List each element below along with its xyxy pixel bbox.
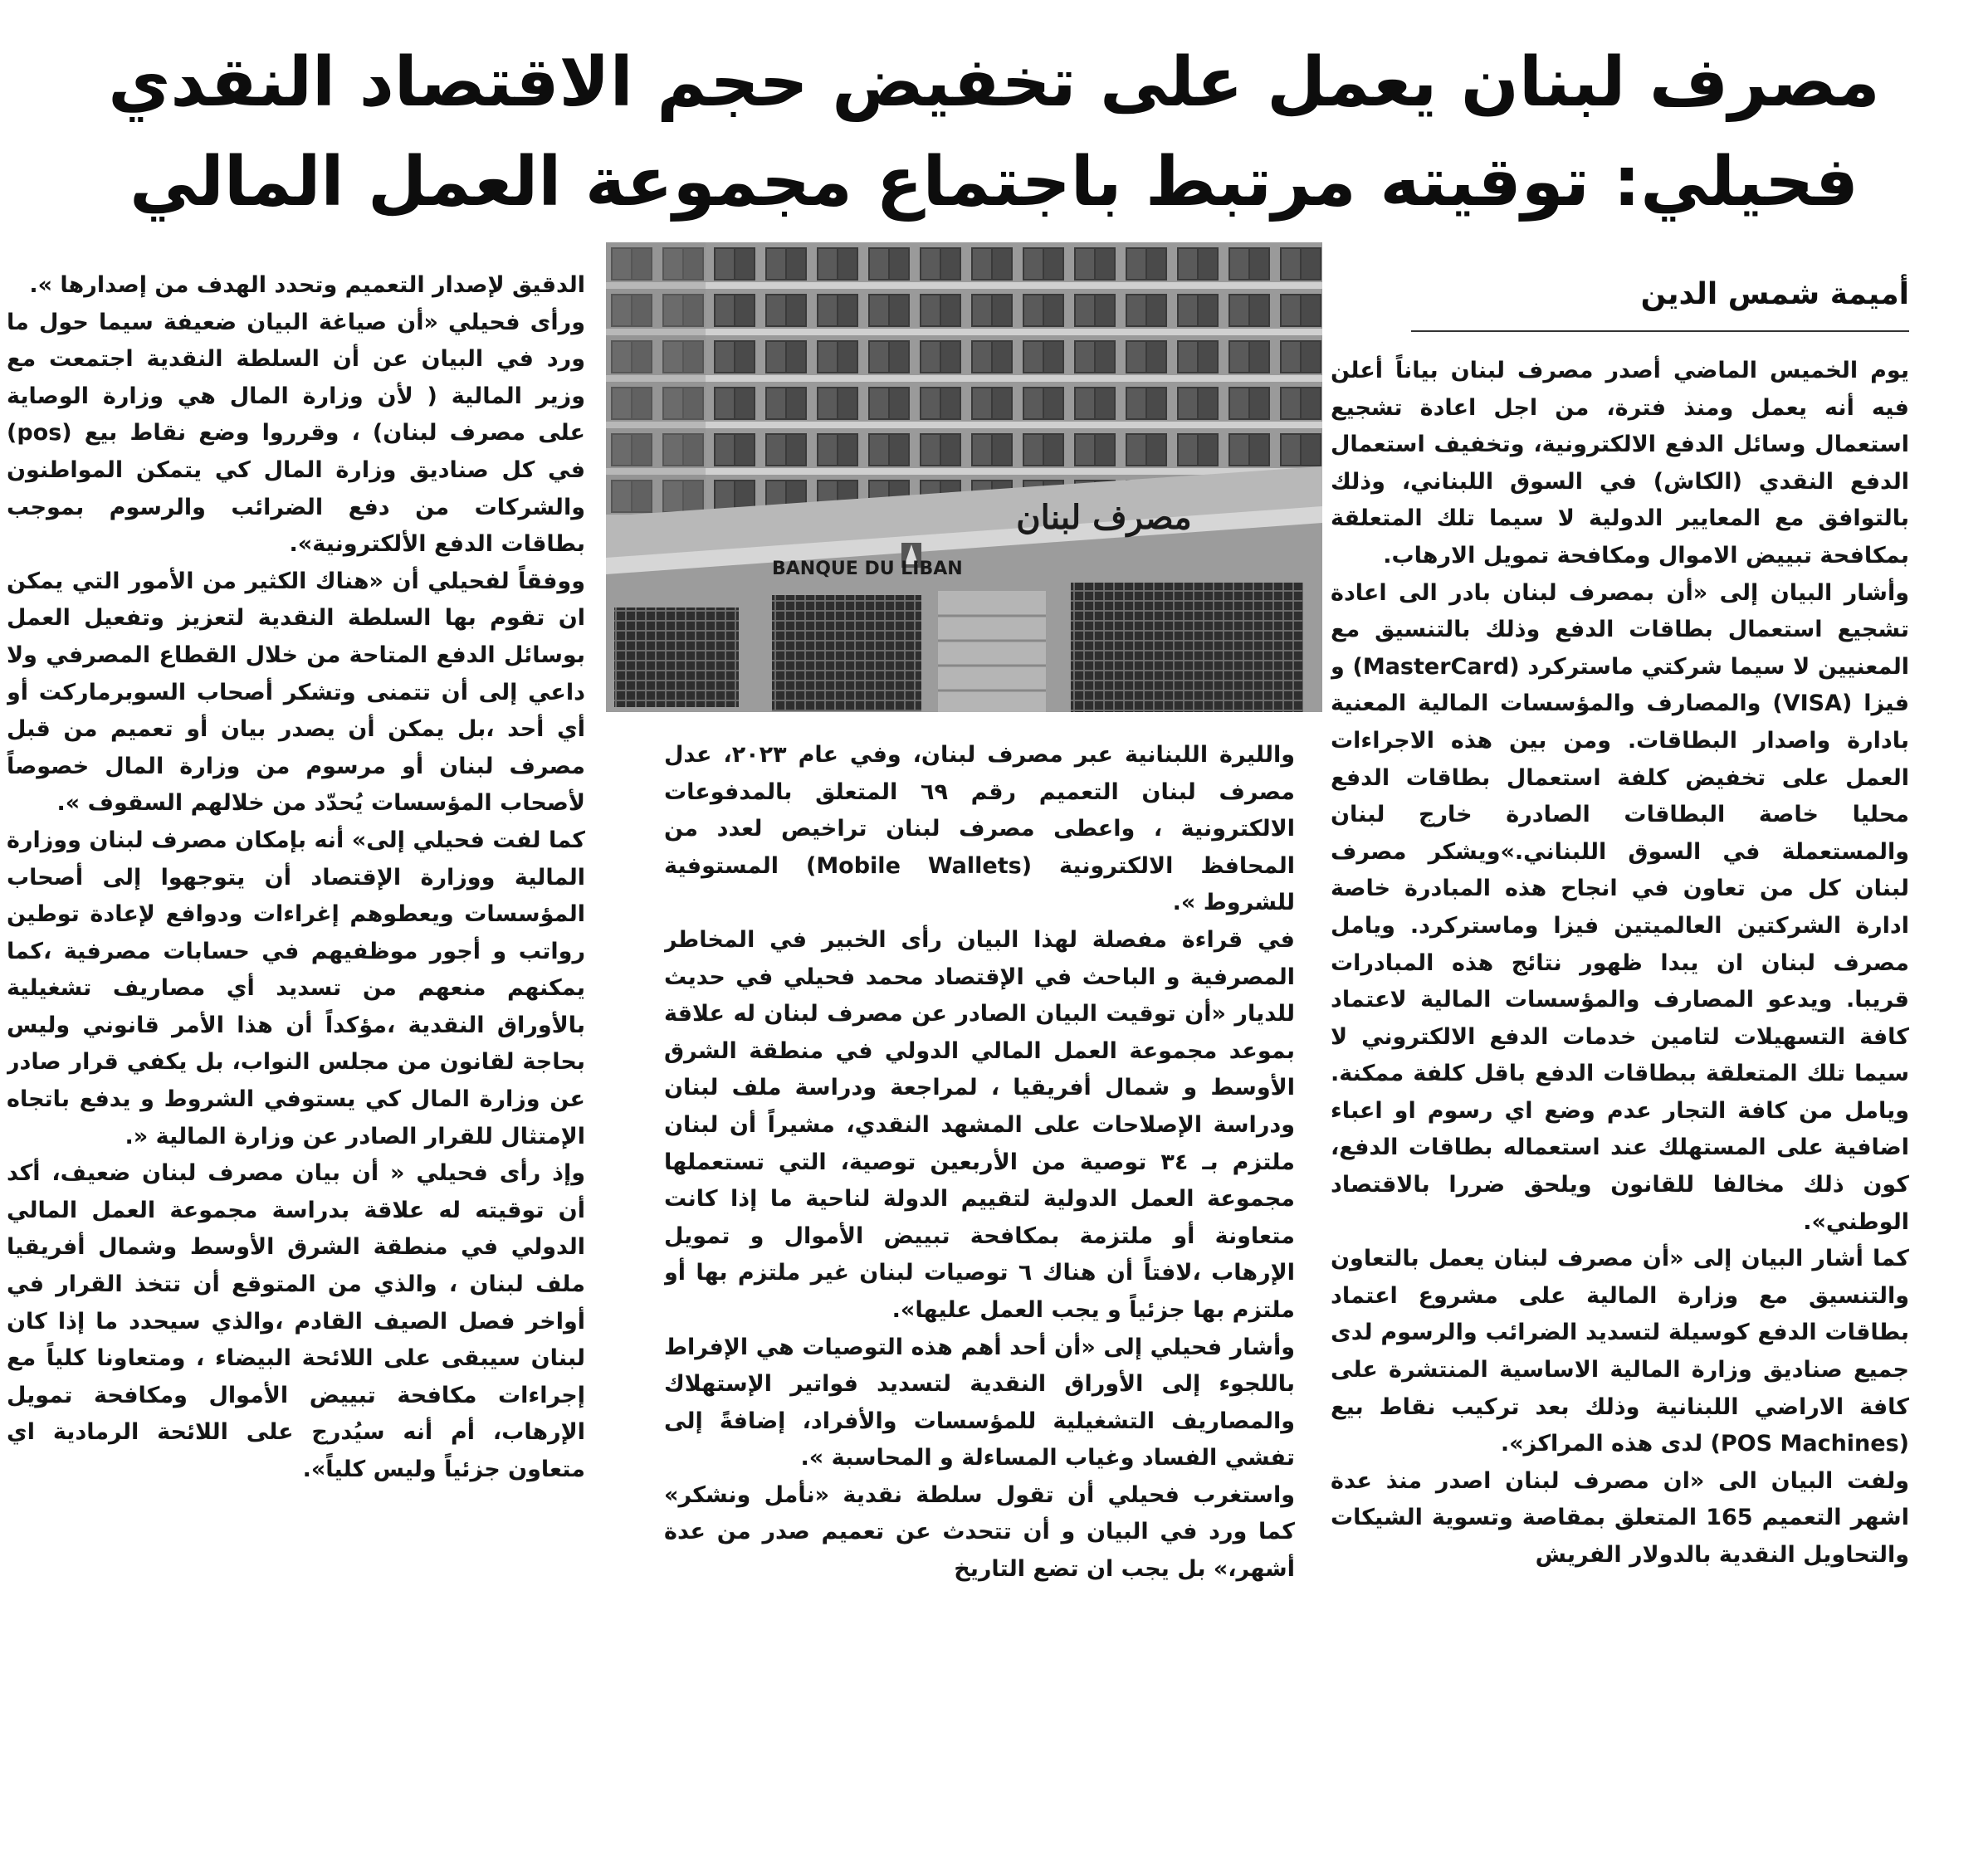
paragraph: واستغرب فحيلي أن تقول سلطة نقدية «نأمل ونشكر» كما ورد في البيان و أن تتحدث عن تعميم صدر من عدة أشهر،» بل يجب ان تضع التاريخ <box>664 1481 1295 1583</box>
bank-building-photo <box>606 242 1322 712</box>
article-column-right <box>1331 353 1909 1855</box>
sign-latin-text: BANQUE DU LIBAN <box>772 559 963 579</box>
headline-line-1: مصرف لبنان يعمل على تخفيض حجم الاقتصاد النقدي <box>108 43 1880 122</box>
headline-line-2: فحيلي: توقيته مرتبط باجتماع مجموعة العمل المالي <box>129 143 1859 222</box>
paragraph: الدقيق لإصدار التعميم وتحدد الهدف من إصدارها ». <box>29 272 585 298</box>
byline-divider <box>1411 330 1909 332</box>
paragraph: ولفت البيان الى «ان مصرف لبنان اصدر منذ عدة اشهر التعميم 165 المتعلق بمقاصة وتسوية الشيكات والتحاويل النقدية بالدولار الفريش <box>1331 1467 1909 1568</box>
paragraph: كما أشار البيان إلى «أن مصرف لبنان يعمل بالتعاون والتنسيق مع وزارة المالية على مشروع اعتماد بطاقات الدفع كوسيلة لتسديد الضرائب والرسوم لدى جميع صناديق وزارة المالية الاساسية المنتشرة على كافة الاراضي اللبنانية وذلك بعد تركيب نقاط بيع (POS Machines) لدى هذه المراكز». <box>1331 1246 1909 1457</box>
paragraph: والليرة اللبنانية عبر مصرف لبنان، وفي عام ٢٠٢٣، عدل مصرف لبنان التعميم رقم ٦٩ المتعلق بالمدفوعات الالكترونية ، واعطى مصرف لبنان تراخيص لعدد من المحافظ الالكترونية (Mobile Wallets) المستوفية للشروط ». <box>664 742 1295 916</box>
paragraph: يوم الخميس الماضي أصدر مصرف لبنان بياناً أعلن فيه أنه يعمل ومنذ فترة، من اجل اعادة تشجيع استعمال وسائل الدفع الالكترونية، وتخفيف استعمال الدفع النقدي (الكاش) في السوق اللبناني، وذلك بالتوافق مع المعايير الدولية لا سيما تلك المتعلقة بمكافحة تبييض الاموال ومكافحة تمويل الارهاب. <box>1331 358 1909 569</box>
paragraph: كما لفت فحيلي إلى» أنه بإمكان مصرف لبنان ووزارة المالية ووزارة الإقتصاد أن يتوجهوا إلى أصحاب المؤسسات ويعطوهم إغراءات ودوافع لإعادة توطين رواتب و أجور موظفيهم في حسابات مصرفية ،كما يمكنهم منعهم من تسديد أي مصاريف تشغيلية بالأوراق النقدية ،مؤكداً أن هذا الأمر قانوني وليس بحاجة لقانون من مجلس النواب، بل يكفي قرار صادر عن وزارة المال كي يستوفي الشروط و يدفع باتجاه الإمتثال للقرار الصادر عن وزارة المالية «. <box>7 827 585 1149</box>
author-byline: أميمة شمس الدين <box>1640 277 1909 311</box>
paragraph: وأشار البيان إلى «أن بمصرف لبنان بادر الى اعادة تشجيع استعمال بطاقات الدفع وذلك بالتنسيق مع المعنيين لا سيما شركتي ماستركرد (MasterCard) و فيزا (VISA) والمصارف والمؤسسات المالية المعنية بادارة واصدار البطاقات. ومن بين هذه الاجراءات العمل على تخفيض كلفة استعمال بطاقات الدفع محليا خاصة البطاقات الصادرة خارج لبنان والمستعملة في السوق اللبناني.»ويشكر مصرف لبنان كل من تعاون في انجاح هذه المبادرة خاصة ادارة الشركتين العالميتين فيزا وماستركرد. ويامل مصرف لبنان ان يبدا ظهور نتائج هذه المبادرات قريبا. ويدعو المصارف والمؤسسات المالية لاعتماد كافة التسهيلات لتامين خدمات الدفع الالكتروني لا سيما تلك المتعلقة ببطاقات الدفع باقل كلفة ممكنة. ويامل من كافة التجار عدم وضع اي رسوم او اعباء اضافية على المستهلك عند استعماله بطاقات الدفع، كون ذلك مخالفا للقانون ويلحق ضررا بالاقتصاد الوطني». <box>1331 579 1909 1235</box>
article-column-middle <box>664 737 1295 1855</box>
paragraph: ووفقاً لفحيلي أن «هناك الكثير من الأمور التي يمكن ان تقوم بها السلطة النقدية لتعزيز وتفعيل العمل بوسائل الدفع المتاحة من خلال القطاع المصرفي ولا داعي إلى أن تتمنى وتشكر أصحاب السوبرماركت أو أي أحد ،بل يمكن أن يصدر بيان أو تعميم من قبل مصرف لبنان أو مرسوم من وزارة المال خصوصاً لأصحاب المؤسسات يُحدّد من خلالهم السقوف ». <box>7 568 585 817</box>
paragraph: وإذ رأى فحيلي « أن بيان مصرف لبنان ضعيف، أكد أن توقيته له علاقة بدراسة مجموعة العمل المالي الدولي في منطقة الشرق الأوسط وشمال أفريقيا ملف لبنان ، والذي من المتوقع أن تتخذ القرار في أواخر فصل الصيف القادم ،والذي سيحدد ما إذا كان لبنان سيبقى على اللائحة البيضاء ، ومتعاونا كلياً مع إجراءات مكافحة تبييض الأموال ومكافحة تمويل الإرهاب، أم أنه سيُدرج على اللائحة الرمادية اي متعاون جزئياً وليس كلياً». <box>7 1160 585 1482</box>
sign-arabic-text: مصرف لبنان <box>1016 498 1192 537</box>
paragraph: ورأى فحيلي «أن صياغة البيان ضعيفة سيما حول ما ورد في البيان عن أن السلطة النقدية اجتمعت مع وزير المالية ( لأن وزارة المال هي وزارة الوصاية على مصرف لبنان) ، وقرروا وضع نقاط بيع (pos) في كل صناديق وزارة المال كي يتمكن المواطنون والشركات من دفع الضرائب والرسوم بموجب بطاقات الدفع الألكترونية». <box>7 309 585 558</box>
paragraph: وأشار فحيلي إلى «أن أحد أهم هذه التوصيات هي الإفراط باللجوء إلى الأوراق النقدية لتسديد فواتير الإستهلاك والمصاريف التشغيلية للمؤسسات والأفراد، إضافةً إلى تفشي الفساد وغياب المساءلة و المحاسبة ». <box>664 1334 1295 1471</box>
article-column-left <box>7 267 585 1855</box>
paragraph: في قراءة مفصلة لهذا البيان رأى الخبير في المخاطر المصرفية و الباحث في الإقتصاد محمد فحيلي في حديث للديار «أن توقيت البيان الصادر عن مصرف لبنان له علاقة بموعد مجموعة العمل المالي الدولي في منطقة الشرق الأوسط و شمال أفريقيا ، لمراجعة ودراسة ملف لبنان ودراسة الإصلاحات على المشهد النقدي، مشيراً أن لبنان ملتزم بـ ٣٤ توصية من الأربعين توصية، التي تستعملها مجموعة العمل الدولية لتقييم الدولة لناحية ما إذا كانت متعاونة أو ملتزمة بمكافحة تبييض الأموال و تمويل الإرهاب ،لافتاً أن هناك ٦ توصيات لبنان غير ملتزم بها أو ملتزم بها جزئياً و يجب العمل عليها». <box>664 926 1295 1323</box>
building-facade-illustration <box>606 242 1322 712</box>
